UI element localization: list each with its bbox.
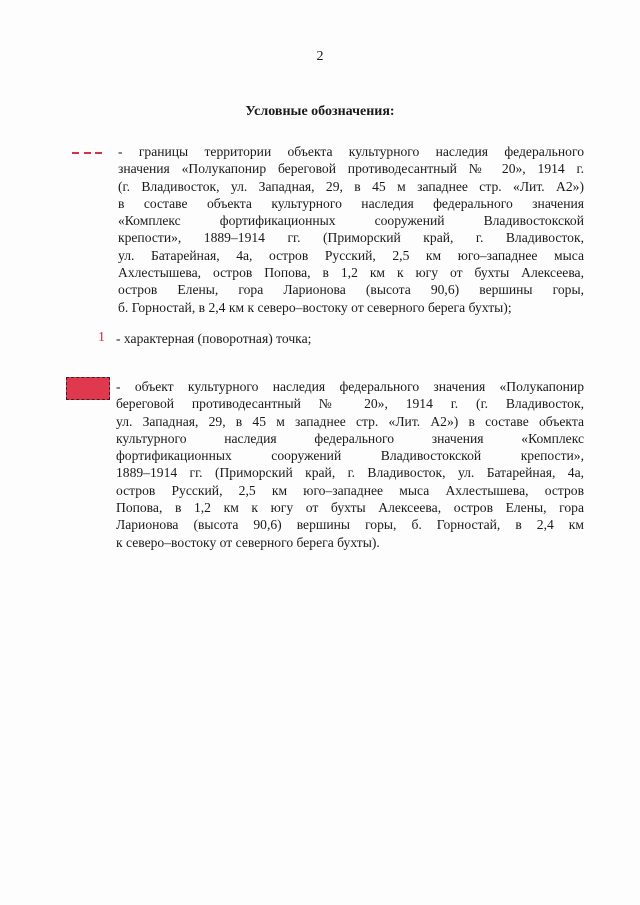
- page-number: 2: [316, 49, 324, 64]
- legend-line: 1889–1914 гг. (Приморский край, г. Владивосток, ул. Батарейная, 4а,: [116, 465, 584, 481]
- legend-title: Условные обозначения:: [245, 104, 395, 119]
- legend-line: «Комплекс фортификационных сооружений Владивостокской: [118, 213, 584, 229]
- legend-line: ул. Батарейная, 4а, остров Русский, 2,5 км юго–западнее мыса: [118, 247, 584, 263]
- legend-line: к северо–востоку от северного берега бухты).: [116, 534, 380, 550]
- legend-line: культурного наследия федерального значения «Комплекс: [116, 430, 584, 446]
- legend-line: (г. Владивосток, ул. Западная, 29, в 45 м западнее стр. «Лит. А2»): [118, 178, 584, 194]
- object-legend-text: [116, 378, 584, 551]
- legend-line: значения «Полукапонир береговой противодесантный № 20», 1914 г.: [118, 161, 584, 177]
- boundary-legend-text: [118, 143, 584, 316]
- point-legend-text: [116, 330, 582, 347]
- legend-line: ул. Западная, 29, в 45 м западнее стр. «Лит. А2») в составе объекта: [116, 413, 584, 429]
- legend-line: Ахлестышева, остров Попова, в 1,2 км к югу от бухты Алексеева,: [118, 265, 584, 281]
- legend-line: - границы территории объекта культурного наследия федерального: [118, 144, 584, 159]
- legend-line: - объект культурного наследия федерального значения «Полукапонир: [116, 379, 584, 394]
- legend-line: б. Горностай, в 2,4 км к северо–востоку от северного берега бухты);: [118, 299, 512, 315]
- legend-line: фортификационных сооружений Владивостокской крепости»,: [116, 448, 584, 464]
- turning-point-icon: 1: [98, 330, 105, 345]
- legend-line: крепости», 1889–1914 гг. (Приморский край, г. Владивосток,: [118, 230, 584, 246]
- legend-line: - характерная (поворотная) точка;: [116, 331, 312, 346]
- dashed-boundary-icon: [72, 150, 102, 156]
- legend-line: в составе объекта культурного наследия федерального значения: [118, 195, 584, 211]
- legend-line: остров Елены, гора Ларионова (высота 90,6) вершины горы,: [118, 282, 584, 298]
- object-area-icon: [66, 377, 110, 400]
- legend-line: береговой противодесантный № 20», 1914 г. (г. Владивосток,: [116, 396, 584, 412]
- legend-line: Ларионова (высота 90,6) вершины горы, б. Горностай, в 2,4 км: [116, 517, 584, 533]
- legend-line: Попова, в 1,2 км к югу от бухты Алексеева, остров Елены, гора: [116, 500, 584, 516]
- legend-line: остров Русский, 2,5 км юго–западнее мыса Ахлестышева, остров: [116, 482, 584, 498]
